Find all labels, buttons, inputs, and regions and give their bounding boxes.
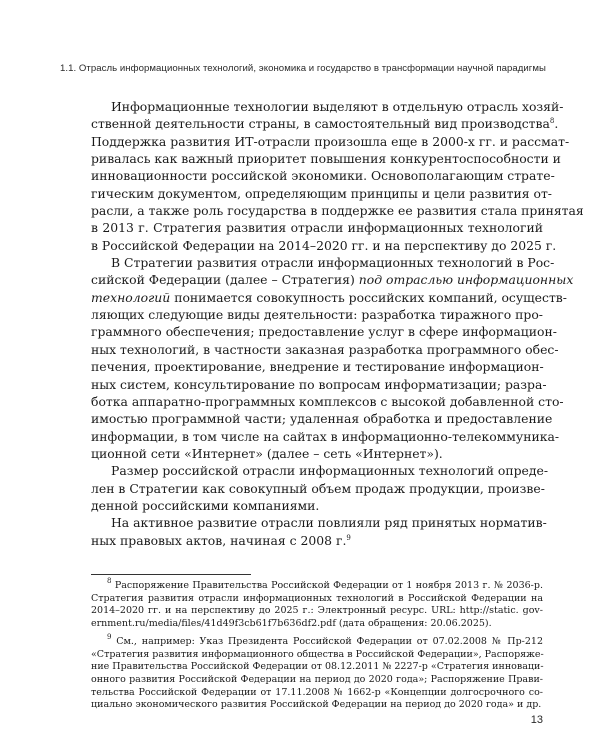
text-line: печения, проектирование, внедрение и тестирование информацион- xyxy=(91,359,544,375)
text-line: информации, в том числе на сайтах в информационно-телекоммуника- xyxy=(91,428,560,444)
page-number: 13 xyxy=(530,714,543,726)
footnote-mark: 8 xyxy=(107,577,112,585)
paragraph-1 xyxy=(91,98,584,254)
text-span: См., например: Указ Президента Российской Федерации от 07.02.2008 № Пр-212 xyxy=(111,635,543,647)
text-line: расли, а также роль государства в поддержке ее развития стала принятая xyxy=(91,203,584,219)
text-span: ственной деятельности страны, в самостоятельный вид производства xyxy=(91,116,550,132)
footnote-ref-9[interactable]: 9 xyxy=(346,533,351,542)
text-line: денной российскими компаниями. xyxy=(91,497,320,513)
text-span: Распоряжение Правительства Российской Федерации от 1 ноября 2013 г. № 2036-р. xyxy=(111,580,543,591)
text-span: . xyxy=(554,116,559,132)
text-span: понимается совокупность российских компаний, осуществ- xyxy=(170,289,567,305)
text-line: Поддержка развития ИТ-отрасли произошла еще в 2000-х гг. и рассмат- xyxy=(91,133,570,149)
text-line: ляющих следующие виды деятельности: разработка тиражного про- xyxy=(91,307,543,323)
footnote-line: «Стратегия развития информационного общества в Российской Федерации», Распоряже- xyxy=(91,648,544,660)
text-line xyxy=(91,532,543,549)
text-line: граммного обеспечения; предоставление услуг в сфере информацион- xyxy=(91,324,557,340)
footnote-line: тельства Российской Федерации от 17.11.2008 № 1662-р «Концепции долгосрочного со- xyxy=(91,686,543,698)
text-span: ных правовых актов, начиная с 2008 г. xyxy=(91,532,347,548)
text-line: в Российской Федерации на 2014–2020 гг. и на перспективу до 2025 г. xyxy=(91,237,557,253)
text-line: ботка аппаратно-программных комплексов с высокой добавленной сто- xyxy=(91,393,564,409)
text-line: В Стратегии развития отрасли информационных технологий в Рос- xyxy=(111,255,555,271)
footnotes xyxy=(91,577,544,712)
paragraph-3 xyxy=(91,462,549,514)
text-line: в 2013 г. Стратегия развития отрасли информационных технологий xyxy=(91,220,543,236)
italic-term: под отраслью информационных xyxy=(358,272,574,288)
footnote-line: Стратегия развития отрасли информационных технологий в Российской Федерации на xyxy=(91,592,543,604)
text-line: имостью программной части; удаленная обработка и предоставление xyxy=(91,411,553,427)
paragraph-2 xyxy=(91,254,574,462)
italic-term: технологий xyxy=(91,289,171,305)
footnote-divider xyxy=(91,574,251,575)
text-line: На активное развитие отрасли повлияли ряд принятых норматив- xyxy=(111,515,547,531)
footnote-line: ние Правительства Российской Федерации от 08.12.2011 № 2227-р «Стратегия инноваци- xyxy=(91,661,544,673)
footnote-line: циально экономического развития Российской Федерации на период до 2020 года» и др. xyxy=(91,699,542,711)
text-line: ных технологий, в частности заказная разработка программного обес- xyxy=(91,341,559,357)
text-line: Информационные технологии выделяют в отдельную отрасль хозяй- xyxy=(111,99,564,114)
text-line: инновационности российской экономики. Основополагающим страте- xyxy=(91,168,555,184)
text-line: гическим документом, определяющим принципы и цели развития от- xyxy=(91,185,552,201)
text-line: ных систем, консультирование по вопросам информатизации; разра- xyxy=(91,376,547,392)
text-line: ционной сети «Интернет» (далее – сеть «Интернет»). xyxy=(91,445,443,461)
footnote-line xyxy=(91,577,543,593)
body-text xyxy=(91,98,584,549)
footnote-8 xyxy=(91,577,543,631)
footnote-ref-8[interactable]: 8 xyxy=(549,117,555,126)
text-line xyxy=(91,289,567,306)
running-head: 1.1. Отрасль информационных технологий, экономика и государство в трансформации научной парадигмы xyxy=(60,63,546,74)
footnote-9 xyxy=(91,632,544,712)
paragraph-4 xyxy=(91,514,547,549)
footnote-line: ernment.ru/media/files/41d49f3cb61f7b636df2.pdf (дата обращения: 20.06.2025). xyxy=(91,618,492,630)
footnote-mark: 9 xyxy=(107,632,112,641)
footnote-line xyxy=(91,632,543,649)
text-line: лен в Стратегии как совокупный объем продаж продукции, произве- xyxy=(91,480,545,496)
text-line xyxy=(91,115,559,132)
footnote-line: 2014–2020 гг. и на перспективу до 2025 г.: Электронный ресурс. URL: http://static. gov- xyxy=(91,605,543,617)
text-line: Размер российской отрасли информационных технологий опреде- xyxy=(111,463,549,479)
text-line: ривалась как важный приоритет повышения конкурентоспособности и xyxy=(91,151,561,167)
text-line xyxy=(91,271,574,288)
footnote-line: онного развития Российской Федерации на период до 2020 года»; Распоряжение Прави- xyxy=(91,673,543,685)
text-span: сийской Федерации (далее – Стратегия) xyxy=(91,272,359,288)
